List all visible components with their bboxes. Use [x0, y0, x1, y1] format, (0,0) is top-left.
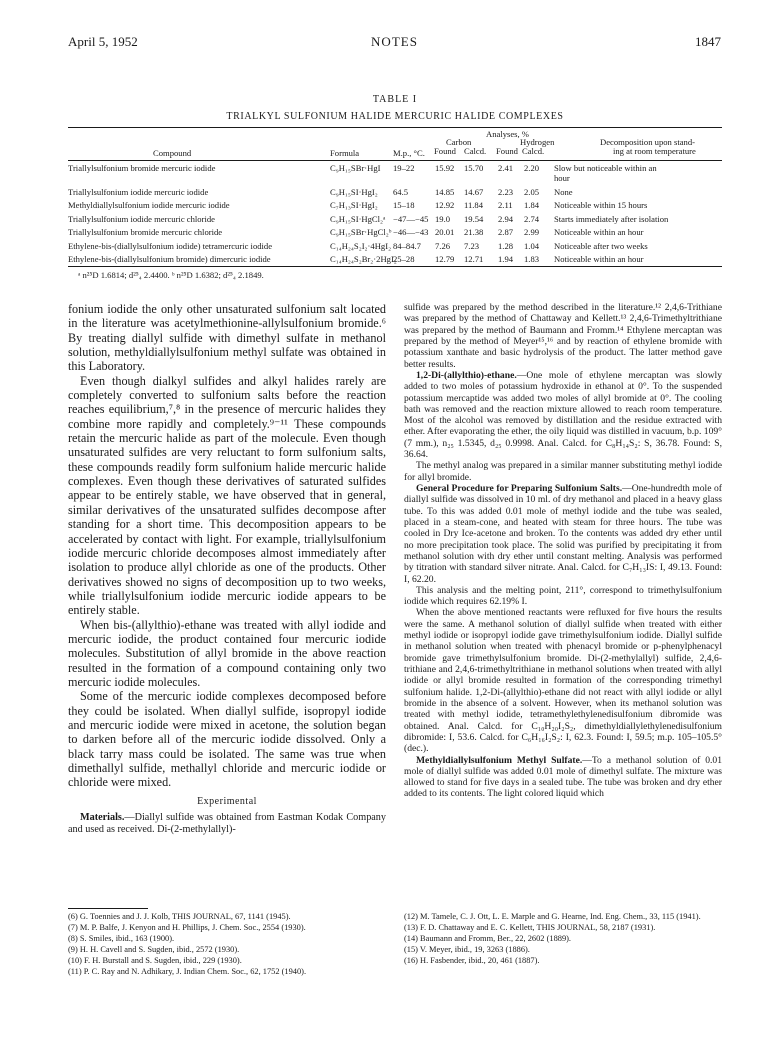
right-paragraph-1: sulfide was prepared by the method described in the literature.¹² 2,4,6-Trithiane was prepared by the method of Chattaway and Kellett.¹³ 2,4,6-Trimethyltrithiane was prepared by the method of Baumann and Fromm.¹⁴ Ethylene mercaptan was prepared by the method of Meyer¹⁵,¹⁶ and by reaction of ethylene bromide with potassium xanthate and basic hydrolysis of the product. The latter method gave better results. — [404, 302, 722, 370]
reference-item: (7) M. P. Balfe, J. Kenyon and H. Phillips, J. Chem. Soc., 2554 (1930). — [68, 923, 306, 932]
cell-decomposition: None — [554, 187, 573, 197]
header-compound: Compound — [153, 148, 192, 158]
header-hydrogen: Hydrogen — [520, 137, 555, 147]
references-left — [68, 908, 386, 977]
table-row — [68, 187, 722, 197]
cell-c-calcd: 15.70 — [464, 163, 484, 173]
cell-decomposition: Slow but noticeable within an hour — [554, 163, 657, 184]
reference-item: (9) H. H. Cavell and S. Sugden, ibid., 2572 (1930). — [68, 945, 240, 954]
table-row — [68, 241, 722, 251]
left-paragraph-materials — [68, 812, 386, 836]
table-footnote: ᵃ n²⁵D 1.6814; d²⁵₄ 2.4400. ᵇ n²⁵D 1.6382; d²⁵₄ 2.1849. — [78, 270, 264, 281]
right-paragraph-4 — [404, 483, 722, 585]
cell-formula: C₉H₁₅SBr·HgCl₂ᵇ — [330, 227, 392, 238]
header-decomposition-2: ing at room temperature — [613, 146, 696, 156]
cell-compound: Ethylene-bis-(diallylsulfonium iodide) tetramercuric iodide — [68, 240, 273, 251]
running-head — [68, 34, 721, 52]
header-section: NOTES — [371, 34, 418, 49]
cell-c-found: 12.92 — [435, 200, 455, 211]
cell-h-calcd: 2.20 — [524, 163, 540, 173]
cell-decomposition: Starts immediately after isolation — [554, 213, 669, 224]
cell-mp: 64.5 — [393, 187, 409, 197]
reference-item: (10) F. H. Burstall and S. Sugden, ibid., 229 (1930). — [68, 956, 242, 965]
table-bottom-rule — [68, 266, 722, 267]
cell-c-found: 14.85 — [435, 187, 455, 197]
left-paragraph-2: Even though dialkyl sulfides and alkyl halides rarely are completely converted to sulfonium salts before the reaction reaches equilibrium,⁷,⁸ in the presence of mercuric halides they combine more rapidly and completely.⁹⁻¹¹ These compounds retain the mercuric halide as part of the molecule. Even though unsaturated sulfides are very reluctant to form sulfonium salts, these compounds readily form sulfonium halide mercuric halide complexes. Even though these derivatives of saturated sulfides appear to be entirely stable, we have observed that in general, similar derivatives of the unsaturated sulfides decompose after standing for a short time. This decomposition appears to be accelerated by contact with light. For example, triallylsulfonium iodide mercuric chloride decomposes almost immediately after isolation to produce allyl chloride as one of the products. Other derivatives showed no signs of decomposition up to two weeks, while triallylsulfonium iodide mercuric iodide appears to be entirely stable. — [68, 373, 386, 618]
cell-mp: −46—−43 — [393, 227, 429, 238]
header-formula: Formula — [330, 148, 360, 158]
table-row — [68, 214, 722, 224]
cell-h-found: 2.87 — [498, 227, 514, 238]
cell-h-found: 1.94 — [498, 254, 514, 265]
right-paragraph-7 — [404, 755, 722, 800]
cell-h-calcd: 1.83 — [524, 254, 540, 265]
methyl-sulfate-runin: Methyldiallylsulfonium Methyl Sulfate. — [416, 754, 583, 766]
cell-compound: Triallylsulfonium bromide mercuric iodide — [68, 163, 216, 173]
cell-formula: C₇H₁₃SI·HgI₂ — [330, 200, 378, 211]
left-paragraph-3: When bis-(allylthio)-ethane was treated with allyl iodide and mercuric iodide, the product contained four mercuric iodide molecules. Substitution of allyl bromide in the above reaction resulted in the formation of a compound containing only two mercuric iodide molecules. — [68, 617, 386, 689]
references-right — [404, 908, 722, 966]
left-paragraph-4: Some of the mercuric iodide complexes decomposed before they could be isolated. When diallyl sulfide, isopropyl iodide and mercuric iodide were mixed in acetone, the solution began to darken before all of the mercuric iodide dissolved. Only a black tarry mass could be isolated. The same was true when dimethallyl sulfide, methallyl chloride and mercuric iodide or chloride were mixed. — [68, 689, 386, 790]
cell-h-found: 2.11 — [498, 200, 513, 211]
cell-mp: 19–22 — [393, 163, 415, 173]
cell-formula: C₉H₁₅SI·HgCl₂ᵃ — [330, 213, 386, 224]
reference-item: (14) Baumann and Fromm, Ber., 22, 2602 (1889). — [404, 934, 572, 943]
left-paragraph-1: fonium iodide the only other unsaturated sulfonium salt located in the literature was acetylmethionine-allylsulfonium bromide.⁶ By treating diallyl sulfide with dimethyl sulfate in methanol solution, methyldiallylsulfonium methyl sulfate was obtained in this Laboratory. — [68, 302, 386, 374]
header-h-found: Found — [496, 146, 518, 156]
general-procedure-runin: General Procedure for Preparing Sulfonium Salts. — [416, 483, 623, 494]
left-column — [68, 302, 386, 836]
cell-decomposition: Noticeable after two weeks — [554, 240, 648, 251]
cell-compound: Methyldiallylsulfonium iodide mercuric iodide — [68, 200, 230, 211]
reference-item: (8) S. Smiles, ibid., 163 (1900). — [68, 934, 175, 943]
header-date: April 5, 1952 — [68, 34, 138, 49]
cell-h-calcd: 2.99 — [524, 227, 540, 238]
cell-c-found: 19.0 — [435, 213, 451, 224]
cell-mp: −47—−45 — [393, 213, 429, 224]
cell-c-calcd: 21.38 — [464, 227, 484, 238]
cell-h-found: 2.94 — [498, 213, 514, 224]
right-paragraph-5: This analysis and the melting point, 211°, correspond to trimethylsulfonium iodide which requires 62.19% I. — [404, 584, 722, 608]
reference-item: (13) F. D. Chattaway and E. C. Kellett, THIS JOURNAL, 58, 2187 (1931). — [404, 923, 656, 932]
table-row — [68, 163, 722, 184]
general-procedure-text: —One-hundredth mole of diallyl sulfide was dissolved in 10 ml. of dry methanol and placed in a heavy glass tube. To this was added 0.01 mole of methyl iodide and the tube was sealed, placed in a steam-cone, and heated with steam for three hours. The tube was cooled in Dry Ice-acetone and broken. To the contents was added dry ether until no more precipitation took place. The solid was purified by precipitating it from methanol solution with dry ether until constant melting. Analysis was performed by titration with standard silver nitrate. Anal. Calcd. for C₇H₁₃IS: I, 49.13. Found: I, 62.20. — [404, 483, 722, 585]
header-analyses: Analyses, % — [486, 129, 529, 139]
materials-runin: Materials. — [80, 812, 125, 824]
cell-c-calcd: 12.71 — [464, 254, 484, 265]
table-title: TRIALKYL SULFONIUM HALIDE MERCURIC HALIDE COMPLEXES — [226, 111, 564, 122]
cell-c-found: 12.79 — [435, 254, 455, 265]
cell-c-found: 15.92 — [435, 163, 455, 173]
cell-decomposition: Noticeable within an hour — [554, 227, 644, 238]
table-label: TABLE I — [372, 94, 418, 105]
cell-h-found: 2.23 — [498, 187, 514, 197]
header-mp: M.p., °C. — [393, 148, 425, 158]
cell-c-found: 7.26 — [435, 240, 451, 251]
cell-mp: 25–28 — [393, 254, 415, 265]
cell-formula: C₁₄H₂₄S₂I₂·4HgI₂ — [330, 240, 392, 251]
table-row — [68, 254, 722, 264]
cell-c-calcd: 7.23 — [464, 240, 480, 251]
table-body — [68, 163, 722, 264]
cell-formula: C₉H₁₅SI·HgI₂ — [330, 187, 378, 197]
diallylthio-runin: 1,2-Di-(allylthio)-ethane. — [416, 369, 517, 381]
cell-decomposition: Noticeable within 15 hours — [554, 200, 648, 211]
cell-compound: Triallylsulfonium bromide mercuric chloride — [68, 227, 223, 238]
cell-c-calcd: 11.84 — [464, 200, 484, 211]
table-header — [68, 128, 722, 160]
reference-item: (11) P. C. Ray and N. Adhikary, J. Indian Chem. Soc., 62, 1752 (1940). — [68, 967, 307, 976]
table-header-rule — [68, 160, 722, 161]
cell-mp: 15–18 — [393, 200, 415, 211]
cell-compound: Triallylsulfonium iodide mercuric chloride — [68, 213, 215, 224]
cell-h-calcd: 2.74 — [524, 213, 540, 224]
table-row — [68, 227, 722, 237]
diallylthio-text: —One mole of ethylene mercaptan was slowly added to two moles of potassium hydroxide in ethanol at 0°. To the suspended potassium mercaptide was added two moles of allyl bromide at 0°. The cooling bath was removed and the reaction mixture allowed to reach room temperature. Most of the alcohol was removed by distillation and the residue extracted with ether. After evaporating the ether, the oily liquid was distilled in vacuum, b.p. 109° (7 mm.), n₂₅ 1.5345, d₂₅ 0.9998. Anal. Calcd. for C₈H₁₄S₂: S, 36.78. Found: S, 36.64. — [404, 369, 722, 461]
right-paragraph-2 — [404, 370, 722, 461]
reference-item: (15) V. Meyer, ibid., 19, 3263 (1886). — [404, 945, 530, 954]
right-column — [404, 302, 722, 800]
cell-compound: Ethylene-bis-(diallylsulfonium bromide) dimercuric iodide — [68, 254, 271, 265]
cell-h-found: 1.28 — [498, 240, 514, 251]
references-rule — [68, 908, 148, 909]
right-paragraph-6: When the above mentioned reactants were refluxed for five hours the results were the same. A methanol solution of diallyl sulfide when treated with either methyl iodide or isopropyl iodide gave trimethylsulfonium iodide. Diallyl sulfide in methanol solution when treated with phenacyl bromide or p-phenylphenacyl bromide gave trimethylsulfonium bromide. Di-(2-methylallyl) sulfide, 2,4,6-trithiane and 2,4,6-trimethyltrithiane in methanol solutions when treated with allyl iodide or allyl bromide resulted in formation of the corresponding trimethyl sulfonium halide. 1,2-Di-(allylthio)-ethane did not react with allyl iodide or allyl bromide in the absence of a solvent. However, when its methanol solution was treated with methyl iodide, tetramethylethylenedisulfonium dibromide was obtained. Anal. Calcd. for C₁₀H₂₀I₂S₂, dimethyldiallylethylenedisulfonium dibromide: I, 53.6. Calcd. for C₆H₁₆I₂S₂: I, 62.3. Found: I, 59.5; m.p. 105–105.5° (dec.). — [404, 607, 722, 755]
methyl-sulfate-text: —To a methanol solution of 0.01 mole of diallyl sulfide was added 0.01 mole of dimethyl sulfate. The mixture was allowed to stand for five days in a sealed tube. The tube was broken and dry ether added to its contents. The light colored liquid which — [404, 754, 723, 800]
cell-h-calcd: 1.84 — [524, 200, 540, 211]
header-c-calcd: Calcd. — [464, 146, 487, 156]
cell-c-found: 20.01 — [435, 227, 455, 238]
header-carbon: Carbon — [446, 137, 472, 147]
experimental-heading: Experimental — [197, 795, 257, 807]
header-page-number: 1847 — [695, 34, 721, 49]
reference-item: (16) H. Fasbender, ibid., 20, 461 (1887). — [404, 956, 540, 965]
reference-item: (12) M. Tamele, C. J. Ott, L. E. Marple and G. Hearne, Ind. Eng. Chem., 33, 115 (1941). — [404, 912, 701, 921]
table-i — [68, 94, 722, 280]
cell-c-calcd: 19.54 — [464, 213, 484, 224]
header-decomposition: Decomposition upon stand- — [600, 137, 695, 147]
materials-text: —Diallyl sulfide was obtained from Eastman Kodak Company and used as received. Di-(2-methylallyl)- — [68, 812, 386, 836]
cell-c-calcd: 14.67 — [464, 187, 484, 197]
reference-item: (6) G. Toennies and J. J. Kolb, THIS JOURNAL, 67, 1141 (1945). — [68, 912, 291, 921]
header-c-found: Found — [434, 146, 456, 156]
cell-h-calcd: 2.05 — [524, 187, 540, 197]
header-h-calcd: Calcd. — [522, 146, 545, 156]
cell-formula: C₉H₁₅SBr·HgI — [330, 163, 381, 173]
right-paragraph-3: The methyl analog was prepared in a similar manner substituting methyl iodide for allyl bromide. — [404, 460, 722, 483]
table-row — [68, 200, 722, 210]
cell-h-calcd: 1.04 — [524, 240, 540, 251]
cell-formula: C₁₄H₂₄S₂Br₂·2HgI₂ — [330, 254, 397, 265]
cell-mp: 84–84.7 — [393, 240, 421, 251]
cell-h-found: 2.41 — [498, 163, 514, 173]
cell-decomposition: Noticeable within an hour — [554, 254, 644, 265]
cell-compound: Triallylsulfonium iodide mercuric iodide — [68, 187, 209, 197]
